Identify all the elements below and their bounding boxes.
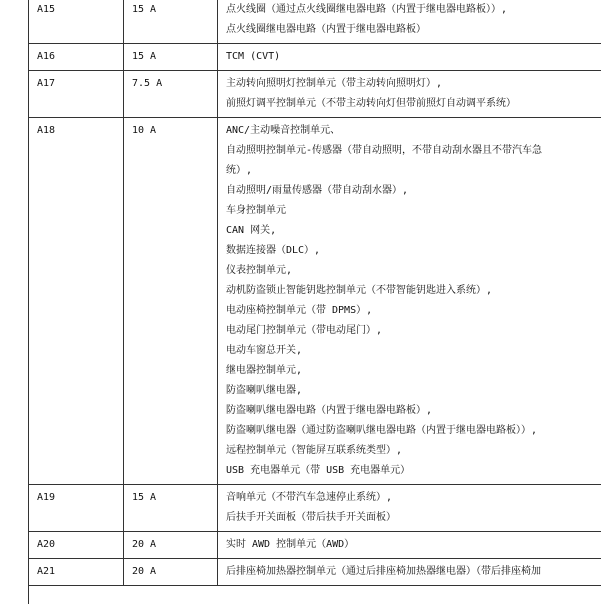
circuit-description-cell — [218, 118, 601, 485]
circuit-line: 仪表控制单元, — [226, 265, 293, 276]
circuit-line: 防盗喇叭继电器（通过防盗喇叭继电器电路（内置于继电器电路板））, — [226, 425, 538, 436]
fuse-table-container — [28, 0, 601, 586]
circuit-line: 电动车窗总开关, — [226, 345, 303, 356]
circuit-line: USB 充电器单元（带 USB 充电器单元） — [226, 465, 411, 476]
table-row — [29, 44, 601, 71]
circuit-line: 继电器控制单元, — [226, 365, 303, 376]
circuit-line: 点火线圈继电器电路（内置于继电器电路板） — [226, 24, 426, 35]
circuit-line: 电动座椅控制单元（带 DPMS）, — [226, 305, 373, 316]
table-row — [29, 0, 601, 44]
circuit-line: 防盗喇叭继电器, — [226, 385, 303, 396]
circuit-line: 点火线圈（通过点火线圈继电器电路（内置于继电器电路板））, — [226, 4, 508, 15]
circuit-line: 防盗喇叭继电器电路（内置于继电器电路板）, — [226, 405, 433, 416]
fuse-number-cell: A21 — [29, 559, 124, 586]
fuse-number-cell: A17 — [29, 71, 124, 118]
circuit-description-cell — [218, 44, 601, 71]
circuit-line: 后排座椅加热器控制单元（通过后排座椅加热器继电器）（带后排座椅加 — [226, 566, 541, 577]
circuit-line: 自动照明/雨量传感器（带自动刮水器）, — [226, 185, 409, 196]
fuse-number-cell: A15 — [29, 0, 124, 44]
circuit-line: 自动照明控制单元-传感器（带自动照明，不带自动刮水器且不带汽车急 — [226, 145, 543, 156]
fuse-number-cell: A18 — [29, 118, 124, 485]
circuit-line: 实时 AWD 控制单元（AWD） — [226, 539, 355, 550]
amperage-cell: 20 A — [124, 532, 218, 559]
fuse-number-cell: A20 — [29, 532, 124, 559]
table-row — [29, 71, 601, 118]
fuse-number-cell: A16 — [29, 44, 124, 71]
amperage-cell: 15 A — [124, 0, 218, 44]
circuit-line: ANC/主动噪音控制单元、 — [226, 125, 341, 136]
fuse-number-cell: A19 — [29, 485, 124, 532]
table-bottom-margin — [28, 552, 601, 604]
circuit-description-cell — [218, 0, 601, 44]
circuit-line: 主动转向照明灯控制单元（带主动转向照明灯）, — [226, 78, 443, 89]
circuit-line: 数据连接器（DLC）, — [226, 245, 321, 256]
circuit-line: 统）, — [226, 165, 253, 176]
circuit-line: 车身控制单元 — [226, 205, 286, 216]
circuit-line: 前照灯调平控制单元（不带主动转向灯但带前照灯自动调平系统） — [226, 98, 516, 109]
table-row — [29, 118, 601, 485]
fuse-table — [28, 0, 601, 586]
circuit-line: 电动尾门控制单元（带电动尾门）, — [226, 325, 383, 336]
amperage-cell: 15 A — [124, 485, 218, 532]
amperage-cell: 7.5 A — [124, 71, 218, 118]
circuit-description-cell — [218, 71, 601, 118]
circuit-line: 后扶手开关面板（带后扶手开关面板） — [226, 512, 396, 523]
circuit-description-cell — [218, 485, 601, 532]
circuit-line: 动机防盗锁止智能钥匙控制单元（不带智能钥匙进入系统）, — [226, 285, 493, 296]
amperage-cell: 15 A — [124, 44, 218, 71]
circuit-line: CAN 网关, — [226, 225, 277, 236]
circuit-line: TCM (CVT) — [226, 51, 281, 62]
table-row — [29, 485, 601, 532]
amperage-cell: 20 A — [124, 559, 218, 586]
circuit-line: 音响单元（不带汽车急速停止系统）, — [226, 492, 393, 503]
amperage-cell: 10 A — [124, 118, 218, 485]
circuit-line: 远程控制单元（智能屏互联系统类型）, — [226, 445, 403, 456]
